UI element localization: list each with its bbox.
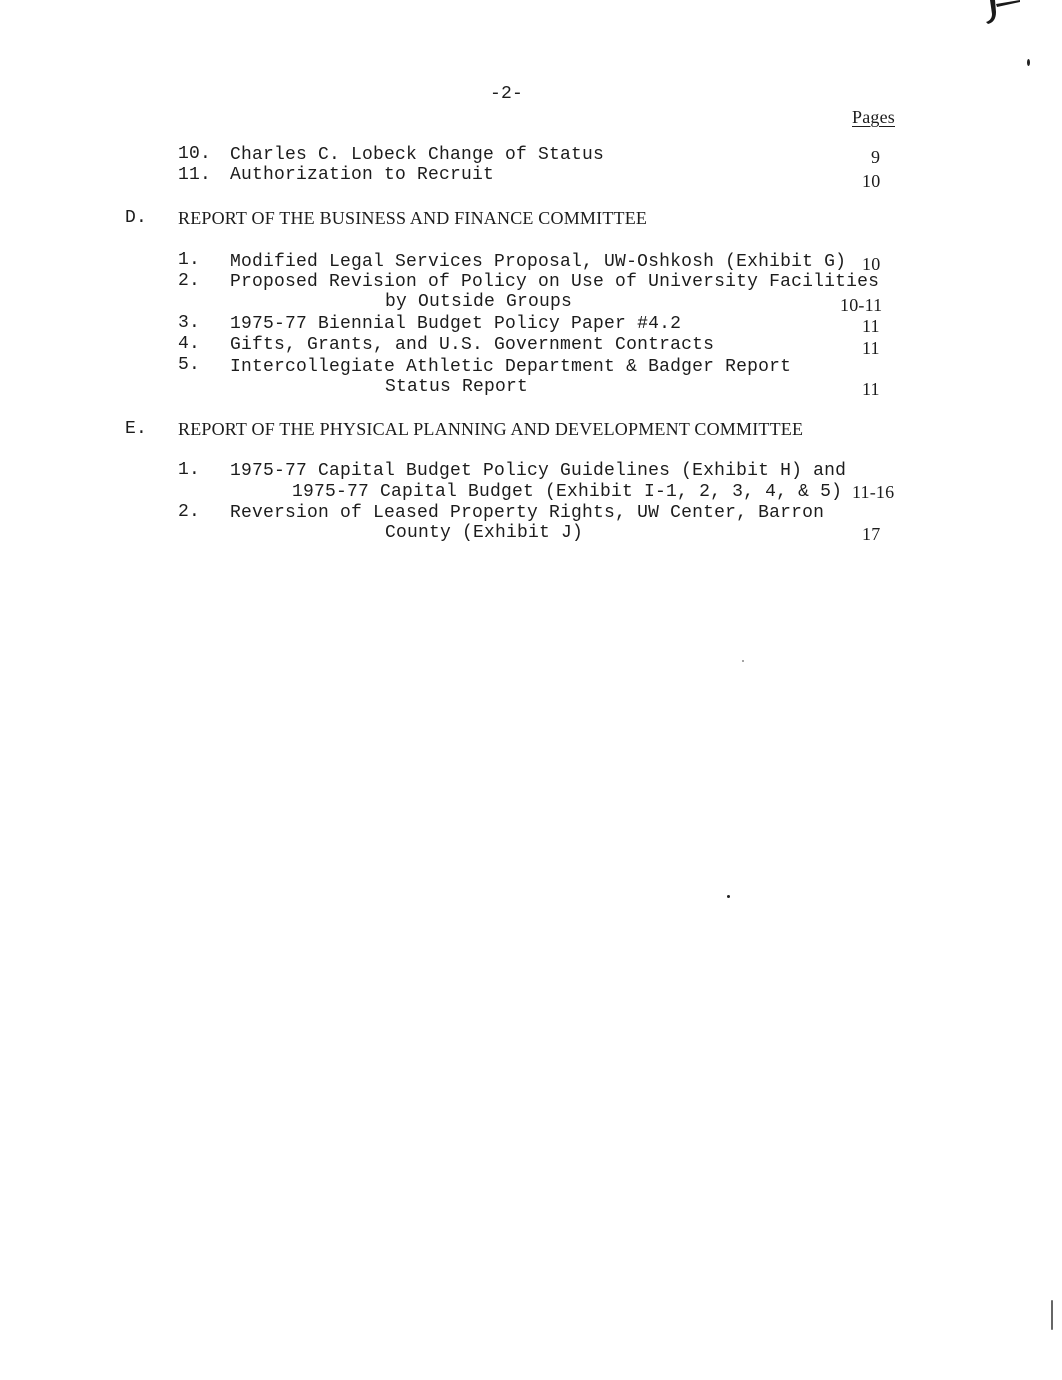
pages-column-header: Pages — [852, 107, 895, 127]
item-text-continuation: 1975-77 Capital Budget (Exhibit I-1, 2, 3, 4, & 5) — [292, 482, 843, 502]
speck-mark — [1027, 59, 1030, 66]
speck-mark — [742, 660, 744, 662]
item-page: 11 — [862, 379, 880, 399]
item-number: 4. — [178, 334, 201, 354]
item-text: Reversion of Leased Property Rights, UW Center, Barron — [230, 503, 825, 523]
item-text: Gifts, Grants, and U.S. Government Contracts — [230, 335, 715, 355]
item-number: 2. — [178, 271, 201, 291]
section-letter: E. — [125, 419, 148, 439]
section-title: REPORT OF THE BUSINESS AND FINANCE COMMITTEE — [178, 208, 648, 228]
section-title: REPORT OF THE PHYSICAL PLANNING AND DEVELOPMENT COMMITTEE — [178, 419, 804, 439]
item-text: Proposed Revision of Policy on Use of University Facilities — [230, 272, 880, 292]
item-page: 11 — [862, 316, 880, 336]
ink-mark-icon — [982, 0, 1022, 30]
item-number: 1. — [178, 250, 201, 270]
item-page: 10 — [862, 254, 881, 274]
item-number: 10. — [178, 144, 212, 164]
speck-mark — [1051, 1300, 1053, 1330]
speck-mark — [727, 895, 730, 898]
item-text: Charles C. Lobeck Change of Status — [230, 145, 605, 165]
item-text-continuation: Status Report — [385, 377, 529, 397]
item-page: 11 — [862, 338, 880, 358]
item-text: Authorization to Recruit — [230, 165, 495, 185]
item-text-continuation: County (Exhibit J) — [385, 523, 584, 543]
item-text: 1975-77 Biennial Budget Policy Paper #4.2 — [230, 314, 682, 334]
item-number: 5. — [178, 355, 201, 375]
item-text: Modified Legal Services Proposal, UW-Oshkosh (Exhibit G) — [230, 252, 847, 272]
item-number: 2. — [178, 502, 201, 522]
page-number: -2- — [490, 84, 524, 104]
item-number: 1. — [178, 460, 201, 480]
item-page: 9 — [871, 147, 881, 167]
item-page: 11-16 — [852, 482, 895, 502]
item-page: 10-11 — [840, 295, 883, 315]
item-text-continuation: by Outside Groups — [385, 292, 573, 312]
item-number: 3. — [178, 313, 201, 333]
section-letter: D. — [125, 208, 148, 228]
item-number: 11. — [178, 165, 212, 185]
item-page: 17 — [862, 524, 881, 544]
item-text: 1975-77 Capital Budget Policy Guidelines (Exhibit H) and — [230, 461, 847, 481]
item-text: Intercollegiate Athletic Department & Badger Report — [230, 357, 792, 377]
item-page: 10 — [862, 171, 881, 191]
